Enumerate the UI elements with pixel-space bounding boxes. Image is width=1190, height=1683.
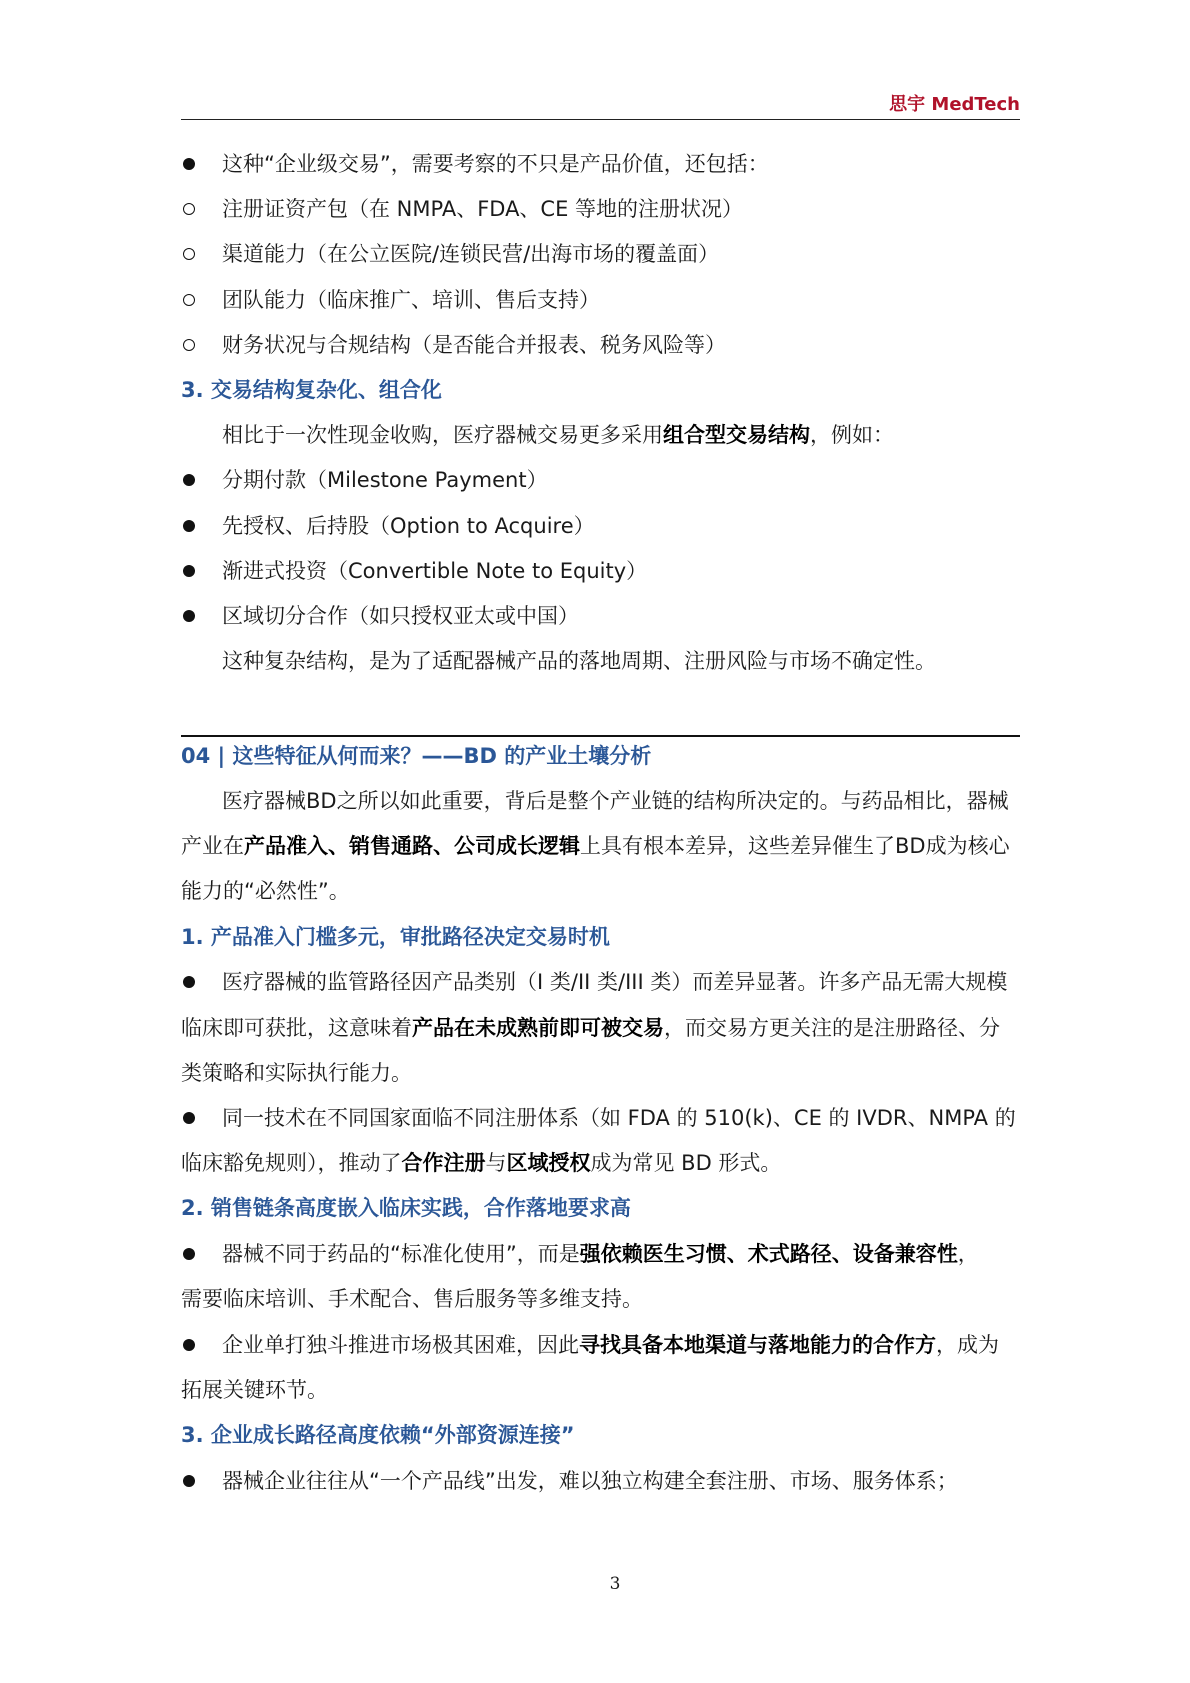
text-run: ， [957, 1242, 979, 1266]
bold-text: 产品准入、销售通路、公司成长逻辑 [244, 834, 580, 858]
section-divider [181, 735, 1020, 737]
bullet-icon [183, 976, 195, 988]
bold-text: 强依赖医生习惯、术式路径、设备兼容性 [579, 1242, 958, 1266]
list-item: 医疗器械的监管路径因产品类别（I 类/II 类/III 类）而差异显著。许多产品无需大规模 [222, 970, 1008, 994]
text-run: 成为常见 BD 形式。 [590, 1151, 782, 1175]
text-run: 临床即可获批，这意味着 [181, 1016, 412, 1040]
list-item: 器械企业往往从“一个产品线”出发，难以独立构建全套注册、市场、服务体系； [222, 1469, 958, 1493]
list-item [222, 1330, 999, 1360]
list-item: 渠道能力（在公立医院/连锁民营/出海市场的覆盖面） [222, 242, 720, 266]
circle-bullet-icon [183, 339, 195, 351]
list-item: 财务状况与合规结构（是否能合并报表、税务风险等） [222, 333, 726, 357]
circle-bullet-icon [183, 248, 195, 260]
paragraph: 类策略和实际执行能力。 [181, 1061, 412, 1085]
list-item: 这种“企业级交易”，需要考察的不只是产品价值，还包括： [222, 152, 769, 176]
text-run: ，成为 [936, 1333, 999, 1357]
bullet-icon [183, 1475, 195, 1487]
text-run: ，而交易方更关注的是注册路径、分 [664, 1016, 1000, 1040]
paragraph: 拓展关键环节。 [181, 1378, 328, 1402]
list-item: 先授权、后持股（Option to Acquire） [222, 514, 595, 538]
header-rule [181, 119, 1020, 120]
list-item [222, 1239, 979, 1269]
section-heading: 04 | 这些特征从何而来？——BD 的产业土壤分析 [181, 744, 652, 768]
text-run: 企业单打独斗推进市场极其困难，因此 [222, 1333, 579, 1357]
list-item: 渐进式投资（Convertible Note to Equity） [222, 559, 648, 583]
list-item: 区域切分合作（如只授权亚太或中国） [222, 604, 579, 628]
bold-text: 组合型交易结构 [663, 423, 810, 447]
circle-bullet-icon [183, 203, 195, 215]
text-run: 相比于一次性现金收购，医疗器械交易更多采用 [222, 423, 663, 447]
text-run: 与 [485, 1151, 507, 1175]
text-run: ，例如： [810, 423, 894, 447]
bullet-icon [183, 158, 195, 170]
bullet-icon [183, 474, 195, 486]
header-brand: 思宇 MedTech [889, 94, 1020, 115]
section-heading: 3. 交易结构复杂化、组合化 [181, 378, 442, 402]
subsection-heading: 1. 产品准入门槛多元，审批路径决定交易时机 [181, 925, 610, 949]
paragraph: 这种复杂结构，是为了适配器械产品的落地周期、注册风险与市场不确定性。 [222, 649, 936, 673]
list-item: 注册证资产包（在 NMPA、FDA、CE 等地的注册状况） [222, 197, 744, 221]
list-item: 同一技术在不同国家面临不同注册体系（如 FDA 的 510(k)、CE 的 IVDR、NMPA 的 [222, 1106, 1016, 1130]
bullet-icon [183, 1339, 195, 1351]
text-run: 器械不同于药品的“标准化使用”，而是 [222, 1242, 580, 1266]
text-run: 产业在 [181, 834, 244, 858]
text-run: 临床豁免规则），推动了 [181, 1151, 402, 1175]
paragraph: 医疗器械BD之所以如此重要，背后是整个产业链的结构所决定的。与药品相比，器械 [222, 789, 1009, 813]
text-run: 上具有根本差异，这些差异催生了BD成为核心 [580, 834, 1010, 858]
bold-text: 合作注册 [401, 1151, 486, 1175]
subsection-heading: 2. 销售链条高度嵌入临床实践，合作落地要求高 [181, 1196, 631, 1220]
circle-bullet-icon [183, 294, 195, 306]
bullet-icon [183, 565, 195, 577]
bold-text: 区域授权 [506, 1151, 591, 1175]
bullet-icon [183, 1248, 195, 1260]
page-number: 3 [609, 1574, 621, 1594]
list-item: 分期付款（Milestone Payment） [222, 468, 548, 492]
paragraph: 需要临床培训、手术配合、售后服务等多维支持。 [181, 1287, 643, 1311]
paragraph [181, 1148, 1021, 1178]
bold-text: 寻找具备本地渠道与落地能力的合作方 [579, 1333, 936, 1357]
subsection-heading: 3. 企业成长路径高度依赖“外部资源连接” [181, 1423, 575, 1447]
list-item: 团队能力（临床推广、培训、售后支持） [222, 288, 600, 312]
paragraph: 能力的“必然性”。 [181, 879, 350, 903]
bold-text: 产品在未成熟前即可被交易 [412, 1016, 664, 1040]
paragraph [222, 420, 1062, 450]
bullet-icon [183, 610, 195, 622]
bullet-icon [183, 1112, 195, 1124]
bullet-icon [183, 520, 195, 532]
paragraph [181, 1013, 1021, 1043]
paragraph [181, 831, 1021, 861]
